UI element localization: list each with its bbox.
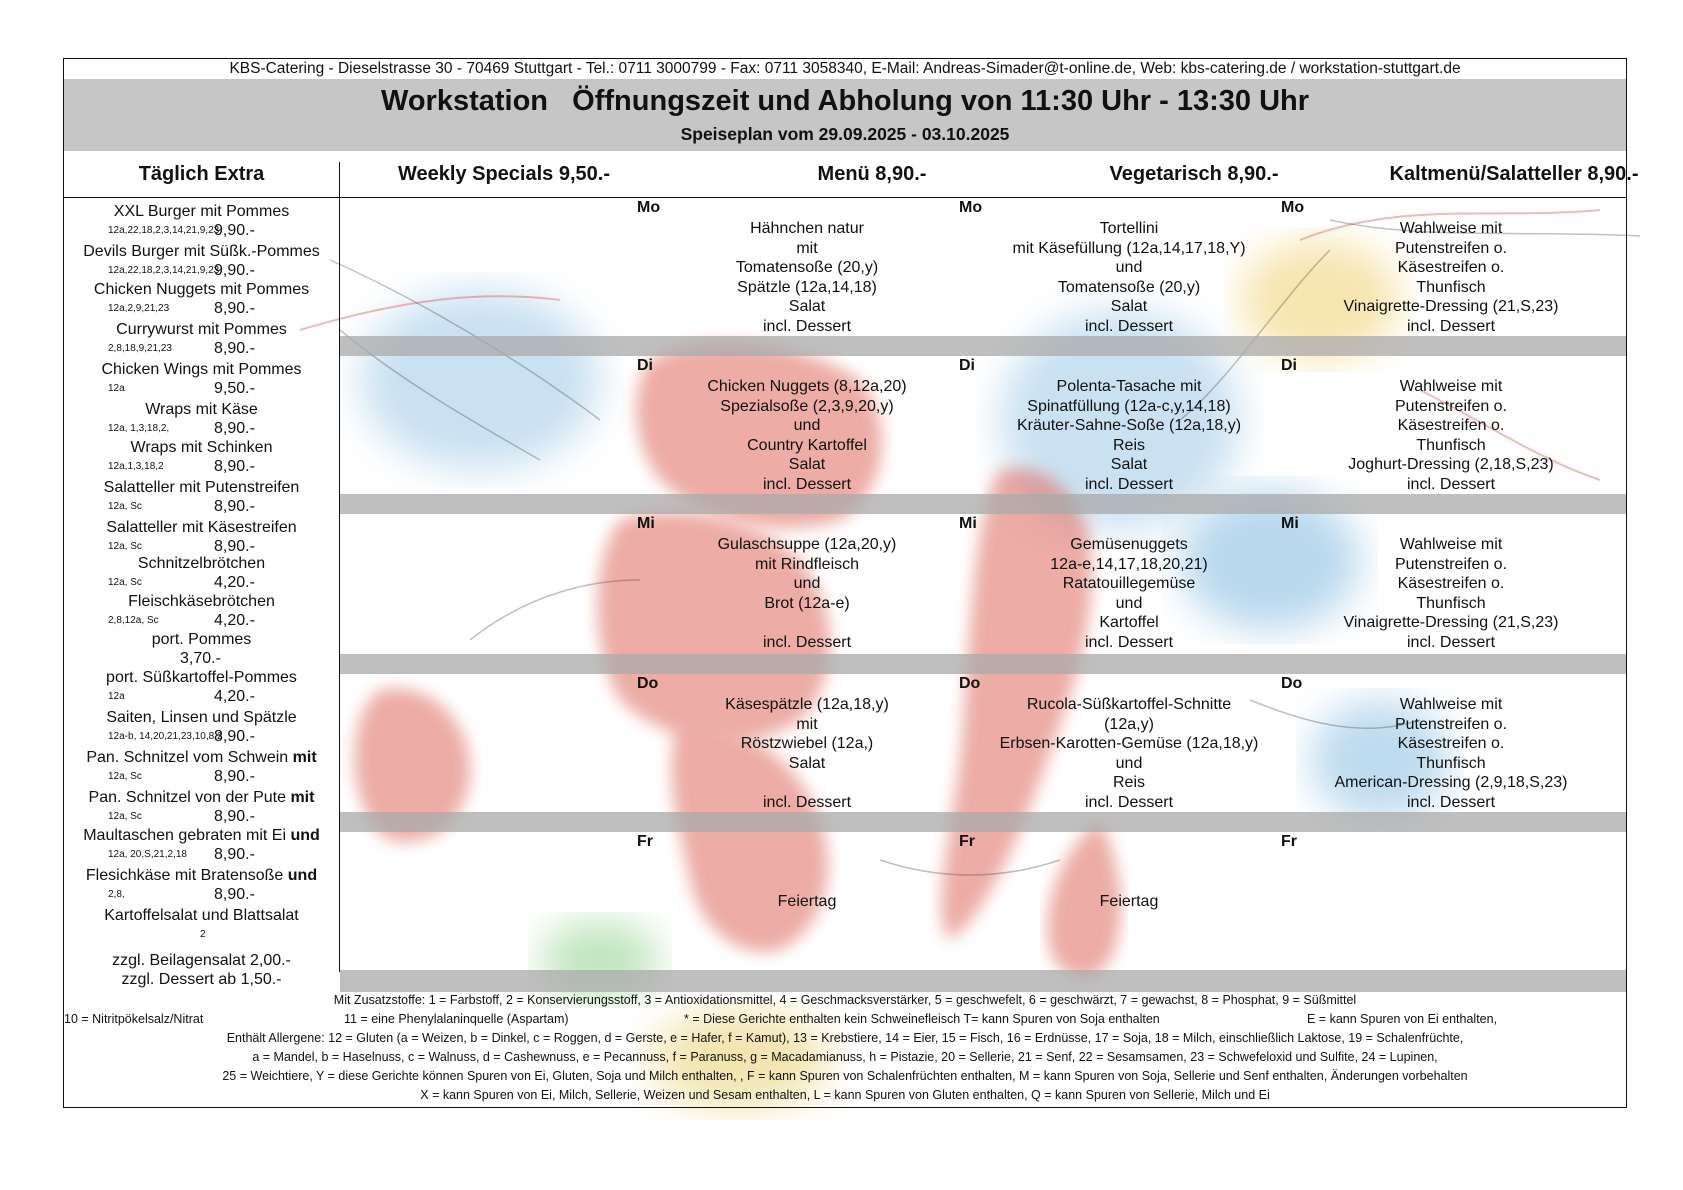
day-label-mi: Mi [1281, 515, 1299, 532]
menu-dish-line: Spezialsoße (2,3,9,20,y) [720, 397, 894, 415]
date-range-subtitle: Speiseplan vom 29.09.2025 - 03.10.2025 [680, 124, 1010, 144]
daily-item-bold: und [287, 867, 318, 884]
veg-dish-line: (12a,y) [1104, 715, 1154, 733]
veg-dish-line: Rucola-Süßkartoffel-Schnitte [1026, 696, 1232, 713]
contact-line: KBS-Catering - Dieselstrasse 30 - 70469 Stuttgart - Tel.: 0711 3000799 - Fax: 0711 3058340, E-Mail: Andreas-Simader@t-online.de, Web: kbs-catering.de / workstation-stuttgart.de [229, 60, 1461, 77]
column-header-weekly: Weekly Specials 9,50.- [398, 163, 610, 185]
menu-dish-line: Salat [788, 298, 826, 315]
menu-dish-line: incl. Dessert [762, 793, 852, 811]
veg-dish-line: mit Käsefüllung (12a,14,17,18,Y) [1012, 239, 1246, 257]
cold-dish-line: Wahlweise mit [1399, 536, 1503, 553]
footer-additives: Mit Zusatzstoffe: 1 = Farbstoff, 2 = Konservierungsstoff, 3 = Antioxidationsmittel, 4 = Geschmacksverstärker, 5 = geschwefelt, 6 = geschwärzt, 7 = gewachst, 8 = Phosphat, 9 = Süßmittel [333, 993, 1357, 1007]
menu-dish-line: Röstzwiebel (12a,) [740, 735, 874, 752]
day-label-fr: Fr [637, 833, 653, 850]
veg-dish-line: incl. Dessert [1084, 475, 1174, 493]
menu-dish-line: und [793, 575, 821, 592]
daily-item-price: 8,90.- [214, 458, 255, 475]
cold-dish-line: Thunfisch [1416, 278, 1486, 296]
allergen-codes: 12a, Sc [108, 501, 142, 512]
footer-pork-soy: * = Diese Gerichte enthalten kein Schweinefleisch T= kann Spuren von Soja enthalten [684, 1012, 1160, 1026]
menu-dish-line: Salat [788, 754, 826, 772]
daily-item-price: 8,90.- [214, 728, 255, 745]
allergen-codes: 12a [108, 691, 125, 702]
veg-dish-line: Tomatensoße (20,y) [1057, 278, 1201, 296]
daily-item-price: 9,90.- [214, 222, 255, 239]
daily-item-name: Wraps mit Schinken [130, 439, 273, 456]
menu-dish-line: Brot (12a-e) [764, 594, 850, 612]
allergen-codes: 12a,22,18,2,3,14,21,9,23, [108, 265, 222, 276]
cold-dish-line: Thunfisch [1416, 594, 1486, 612]
veg-dish-line: Kartoffel [1099, 614, 1159, 631]
menu-dish-line: Gulaschsuppe (12a,20,y) [717, 536, 897, 553]
day-label-mi: Mi [959, 515, 977, 532]
footer-traces-2: X = kann Spuren von Ei, Milch, Sellerie, Weizen und Sesam enthalten, L = kann Spuren von Gluten enthalten, Q = kann Spuren von Sellerie, Milch und Ei [420, 1088, 1270, 1102]
day-label-di: Di [637, 357, 653, 374]
daily-item-name: Flesichkäse mit Bratensoße und [85, 867, 318, 884]
cold-dish-line: Joghurt-Dressing (2,18,S,23) [1348, 456, 1554, 473]
allergen-codes: 12a,1,3,18,2 [108, 461, 164, 472]
daily-item-price: 9,90.- [214, 262, 255, 279]
veg-dish-line: und [1115, 259, 1143, 276]
cold-dish-line: Thunfisch [1416, 436, 1486, 454]
cold-dish-line: Wahlweise mit [1399, 220, 1503, 237]
title-band [64, 79, 1626, 151]
allergen-codes: 12a, Sc [108, 541, 142, 552]
day-separator [340, 812, 1626, 832]
veg-dish-line: incl. Dessert [1084, 317, 1174, 335]
daily-item-bold: mit [292, 749, 317, 766]
daily-item-price: 4,20.- [214, 574, 255, 591]
cold-dish-line: Putenstreifen o. [1394, 715, 1508, 733]
cold-dish-line: Wahlweise mit [1399, 378, 1503, 395]
daily-item-price: 8,90.- [214, 886, 255, 903]
menu-dish-line: Chicken Nuggets (8,12a,20) [707, 378, 907, 395]
daily-item-price: 8,90.- [214, 420, 255, 437]
daily-item-price: 8,90.- [214, 808, 255, 825]
daily-item-price: 8,90.- [214, 340, 255, 357]
cold-dish-line: incl. Dessert [1406, 793, 1496, 811]
cold-dish-line: Thunfisch [1416, 754, 1486, 772]
menu-dish-line: Salat [788, 456, 826, 473]
daily-item-bold: mit [290, 789, 315, 806]
day-separator [340, 494, 1626, 514]
day-label-do: Do [1281, 675, 1303, 692]
daily-item-name: Chicken Wings mit Pommes [101, 361, 302, 378]
cold-dish-line: incl. Dessert [1406, 317, 1496, 335]
veg-dish-line: Kräuter-Sahne-Soße (12a,18,y) [1016, 417, 1242, 434]
allergen-codes: 12a, 1,3,18,2, [108, 423, 170, 434]
daily-item-price: 8,90.- [214, 538, 255, 555]
footer-traces: 25 = Weichtiere, Y = diese Gerichte können Spuren von Ei, Gluten, Soja und Milch enthalten, , F = kann Spuren von Schalenfrüchten enthalten, M = kann Spuren von Soja, Sellerie und Senf enthalten, Änderungen vorbehalten [222, 1069, 1468, 1083]
daily-item-name: Chicken Nuggets mit Pommes [93, 281, 310, 298]
menu-dish-line: mit [796, 715, 818, 733]
cold-dish-line: American-Dressing (2,9,18,S,23) [1334, 774, 1568, 791]
menu-dish-line: und [793, 417, 821, 434]
veg-dish-line: Spinatfüllung (12a-c,y,14,18) [1027, 397, 1231, 415]
menu-dish-line: Hähnchen natur [750, 220, 864, 237]
daily-item-name: Fleischkäsebrötchen [128, 593, 275, 610]
side-salad-extra: zzgl. Beilagensalat 2,00.- [112, 952, 291, 969]
daily-item-name: Salatteller mit Käsestreifen [106, 519, 297, 536]
day-label-mo: Mo [959, 199, 983, 216]
footer-nuts: a = Mandel, b = Haselnuss, c = Walnuss, d = Cashewnuss, e = Pecannuss, f = Paranuss, g = Macadamianuss, h = Pistazie, 20 = Sellerie, 21 = Senf, 22 = Sesamsamen, 23 = Schwefeloxid und Sulfite, 24 = Lupinen, [252, 1050, 1438, 1064]
daily-item-price: 8,90.- [214, 846, 255, 863]
daily-item-name: XXL Burger mit Pommes [113, 203, 290, 220]
cold-dish-line: Putenstreifen o. [1394, 239, 1508, 257]
daily-item-price: 3,70.- [180, 650, 221, 667]
daily-item-name: Salatteller mit Putenstreifen [103, 479, 300, 496]
column-divider [339, 162, 340, 972]
cold-dish-line: Putenstreifen o. [1394, 555, 1508, 573]
allergen-codes: 12a,2,9,21,23 [108, 303, 170, 314]
allergen-codes: 12a-b, 14,20,21,23,10,8,2 [108, 731, 223, 742]
veg-dish-line: Polenta-Tasache mit [1056, 378, 1202, 395]
day-label-fr: Fr [959, 833, 975, 850]
menu-dish-line: Feiertag [777, 893, 837, 910]
allergen-codes: 12a [108, 383, 125, 394]
veg-dish-line: incl. Dessert [1084, 633, 1174, 651]
menu-dish-line: Country Kartoffel [747, 436, 867, 454]
footer-egg: E = kann Spuren von Ei enthalten, [1307, 1012, 1498, 1026]
daily-item-price: 8,90.- [214, 768, 255, 785]
cold-dish-line: Käsestreifen o. [1397, 417, 1505, 434]
cold-dish-line: incl. Dessert [1406, 475, 1496, 493]
menu-dish-line: mit Rindfleisch [754, 555, 860, 573]
daily-item-name: Pan. Schnitzel vom Schwein mit [86, 749, 317, 766]
day-separator [340, 336, 1626, 356]
veg-dish-line: Reis [1112, 774, 1145, 791]
cold-dish-line: Vinaigrette-Dressing (21,S,23) [1343, 298, 1559, 315]
menu-dish-line: incl. Dessert [762, 317, 852, 335]
bottom-separator [340, 970, 1626, 992]
cold-dish-line: Käsestreifen o. [1397, 735, 1505, 752]
veg-dish-line: Erbsen-Karotten-Gemüse (12a,18,y) [999, 735, 1259, 752]
daily-item-name: Wraps mit Käse [145, 401, 258, 418]
daily-item-price: 4,20.- [214, 688, 255, 705]
footer-aspartame: 11 = eine Phenylalaninquelle (Aspartam) [344, 1012, 569, 1026]
veg-dish-line: Salat [1110, 456, 1148, 473]
cold-dish-line: incl. Dessert [1406, 633, 1496, 651]
allergen-codes: 12a, Sc [108, 811, 142, 822]
day-label-mo: Mo [1281, 199, 1305, 216]
daily-item-price: 9,50.- [214, 380, 255, 397]
daily-item-name: Devils Burger mit Süßk.-Pommes [83, 243, 320, 260]
footer-nitrite: 10 = Nitritpökelsalz/Nitrat [64, 1012, 204, 1026]
veg-dish-line: Tortellini [1099, 220, 1159, 237]
dessert-extra: zzgl. Dessert ab 1,50.- [121, 971, 282, 988]
veg-dish-line: Feiertag [1099, 893, 1159, 910]
veg-dish-line: Ratatouillegemüse [1062, 575, 1196, 592]
allergen-codes: 2,8,18,9,21,23 [108, 343, 172, 354]
day-label-di: Di [1281, 357, 1297, 374]
allergen-codes: 2,8,12a, Sc [108, 615, 159, 626]
menu-sheet [63, 58, 1639, 1108]
cold-dish-line: Käsestreifen o. [1397, 575, 1505, 592]
day-label-di: Di [959, 357, 975, 374]
veg-dish-line: und [1115, 594, 1143, 612]
daily-item-price: 8,90.- [214, 498, 255, 515]
menu-dish-line: incl. Dessert [762, 633, 852, 651]
day-label-do: Do [959, 675, 981, 692]
cold-dish-line: Putenstreifen o. [1394, 397, 1508, 415]
column-header-daily: Täglich Extra [138, 163, 265, 185]
veg-dish-line: Salat [1110, 298, 1148, 315]
menu-dish-line: Tomatensoße (20,y) [735, 259, 879, 276]
daily-item-name: Saiten, Linsen und Spätzle [106, 709, 297, 726]
menu-dish-line: mit [796, 239, 818, 257]
daily-item-bold: und [290, 827, 320, 844]
veg-dish-line: 12a-e,14,17,18,20,21) [1050, 555, 1208, 573]
daily-item-name: port. Pommes [151, 631, 252, 648]
veg-dish-line: incl. Dessert [1084, 793, 1174, 811]
daily-item-name: Pan. Schnitzel von der Pute mit [88, 789, 315, 806]
page-title: Workstation Öffnungszeit und Abholung von 11:30 Uhr - 13:30 Uhr [380, 85, 1310, 117]
cold-dish-line: Vinaigrette-Dressing (21,S,23) [1343, 614, 1559, 631]
cold-dish-line: Käsestreifen o. [1397, 259, 1505, 276]
menu-dish-line: Käsespätzle (12a,18,y) [725, 696, 889, 713]
daily-item-name: Schnitzelbrötchen [137, 555, 266, 572]
veg-dish-line: Gemüsenuggets [1070, 536, 1188, 553]
column-header-vegetarian: Vegetarisch 8,90.- [1109, 163, 1279, 185]
allergen-codes: 12a, Sc [108, 577, 142, 588]
daily-item-name: port. Süßkartoffel-Pommes [106, 669, 297, 686]
menu-dish-line: incl. Dessert [762, 475, 852, 493]
day-label-mi: Mi [637, 515, 655, 532]
footer-allergens: Enthält Allergene: 12 = Gluten (a = Weizen, b = Dinkel, c = Roggen, d = Gerste, e = Hafer, f = Kamut), 13 = Krebstiere, 14 = Eier, 15 = Fisch, 16 = Erdnüsse, 17 = Soja, 18 = Milch, einschließlich Laktose, 19 = Schalenfrüchte, [226, 1031, 1464, 1045]
veg-dish-line: und [1115, 754, 1143, 772]
daily-item-price: 4,20.- [214, 612, 255, 629]
veg-dish-line: Reis [1112, 436, 1145, 454]
column-header-menu: Menü 8,90.- [817, 163, 927, 185]
daily-item-name: Currywurst mit Pommes [116, 321, 287, 338]
allergen-codes: 2 [200, 929, 206, 940]
header-divider [64, 197, 1626, 198]
allergen-codes: 12a, 20,S,21,2,18 [108, 849, 187, 860]
daily-item-name: Maultaschen gebraten mit Ei und [83, 827, 320, 844]
day-label-do: Do [637, 675, 659, 692]
daily-item-price: 8,90.- [214, 300, 255, 317]
column-header-cold-menu: Kaltmenü/Salatteller 8,90.- [1389, 163, 1639, 185]
menu-dish-line: Spätzle (12a,14,18) [737, 278, 877, 296]
daily-item-name: Kartoffelsalat und Blattsalat [104, 907, 299, 924]
allergen-codes: 12a, Sc [108, 771, 142, 782]
day-label-fr: Fr [1281, 833, 1297, 850]
day-label-mo: Mo [637, 199, 661, 216]
allergen-codes: 2,8, [108, 889, 125, 900]
allergen-codes: 12a,22,18,2,3,14,21,9,23, [108, 225, 222, 236]
cold-dish-line: Wahlweise mit [1399, 696, 1503, 713]
day-separator [340, 654, 1626, 674]
